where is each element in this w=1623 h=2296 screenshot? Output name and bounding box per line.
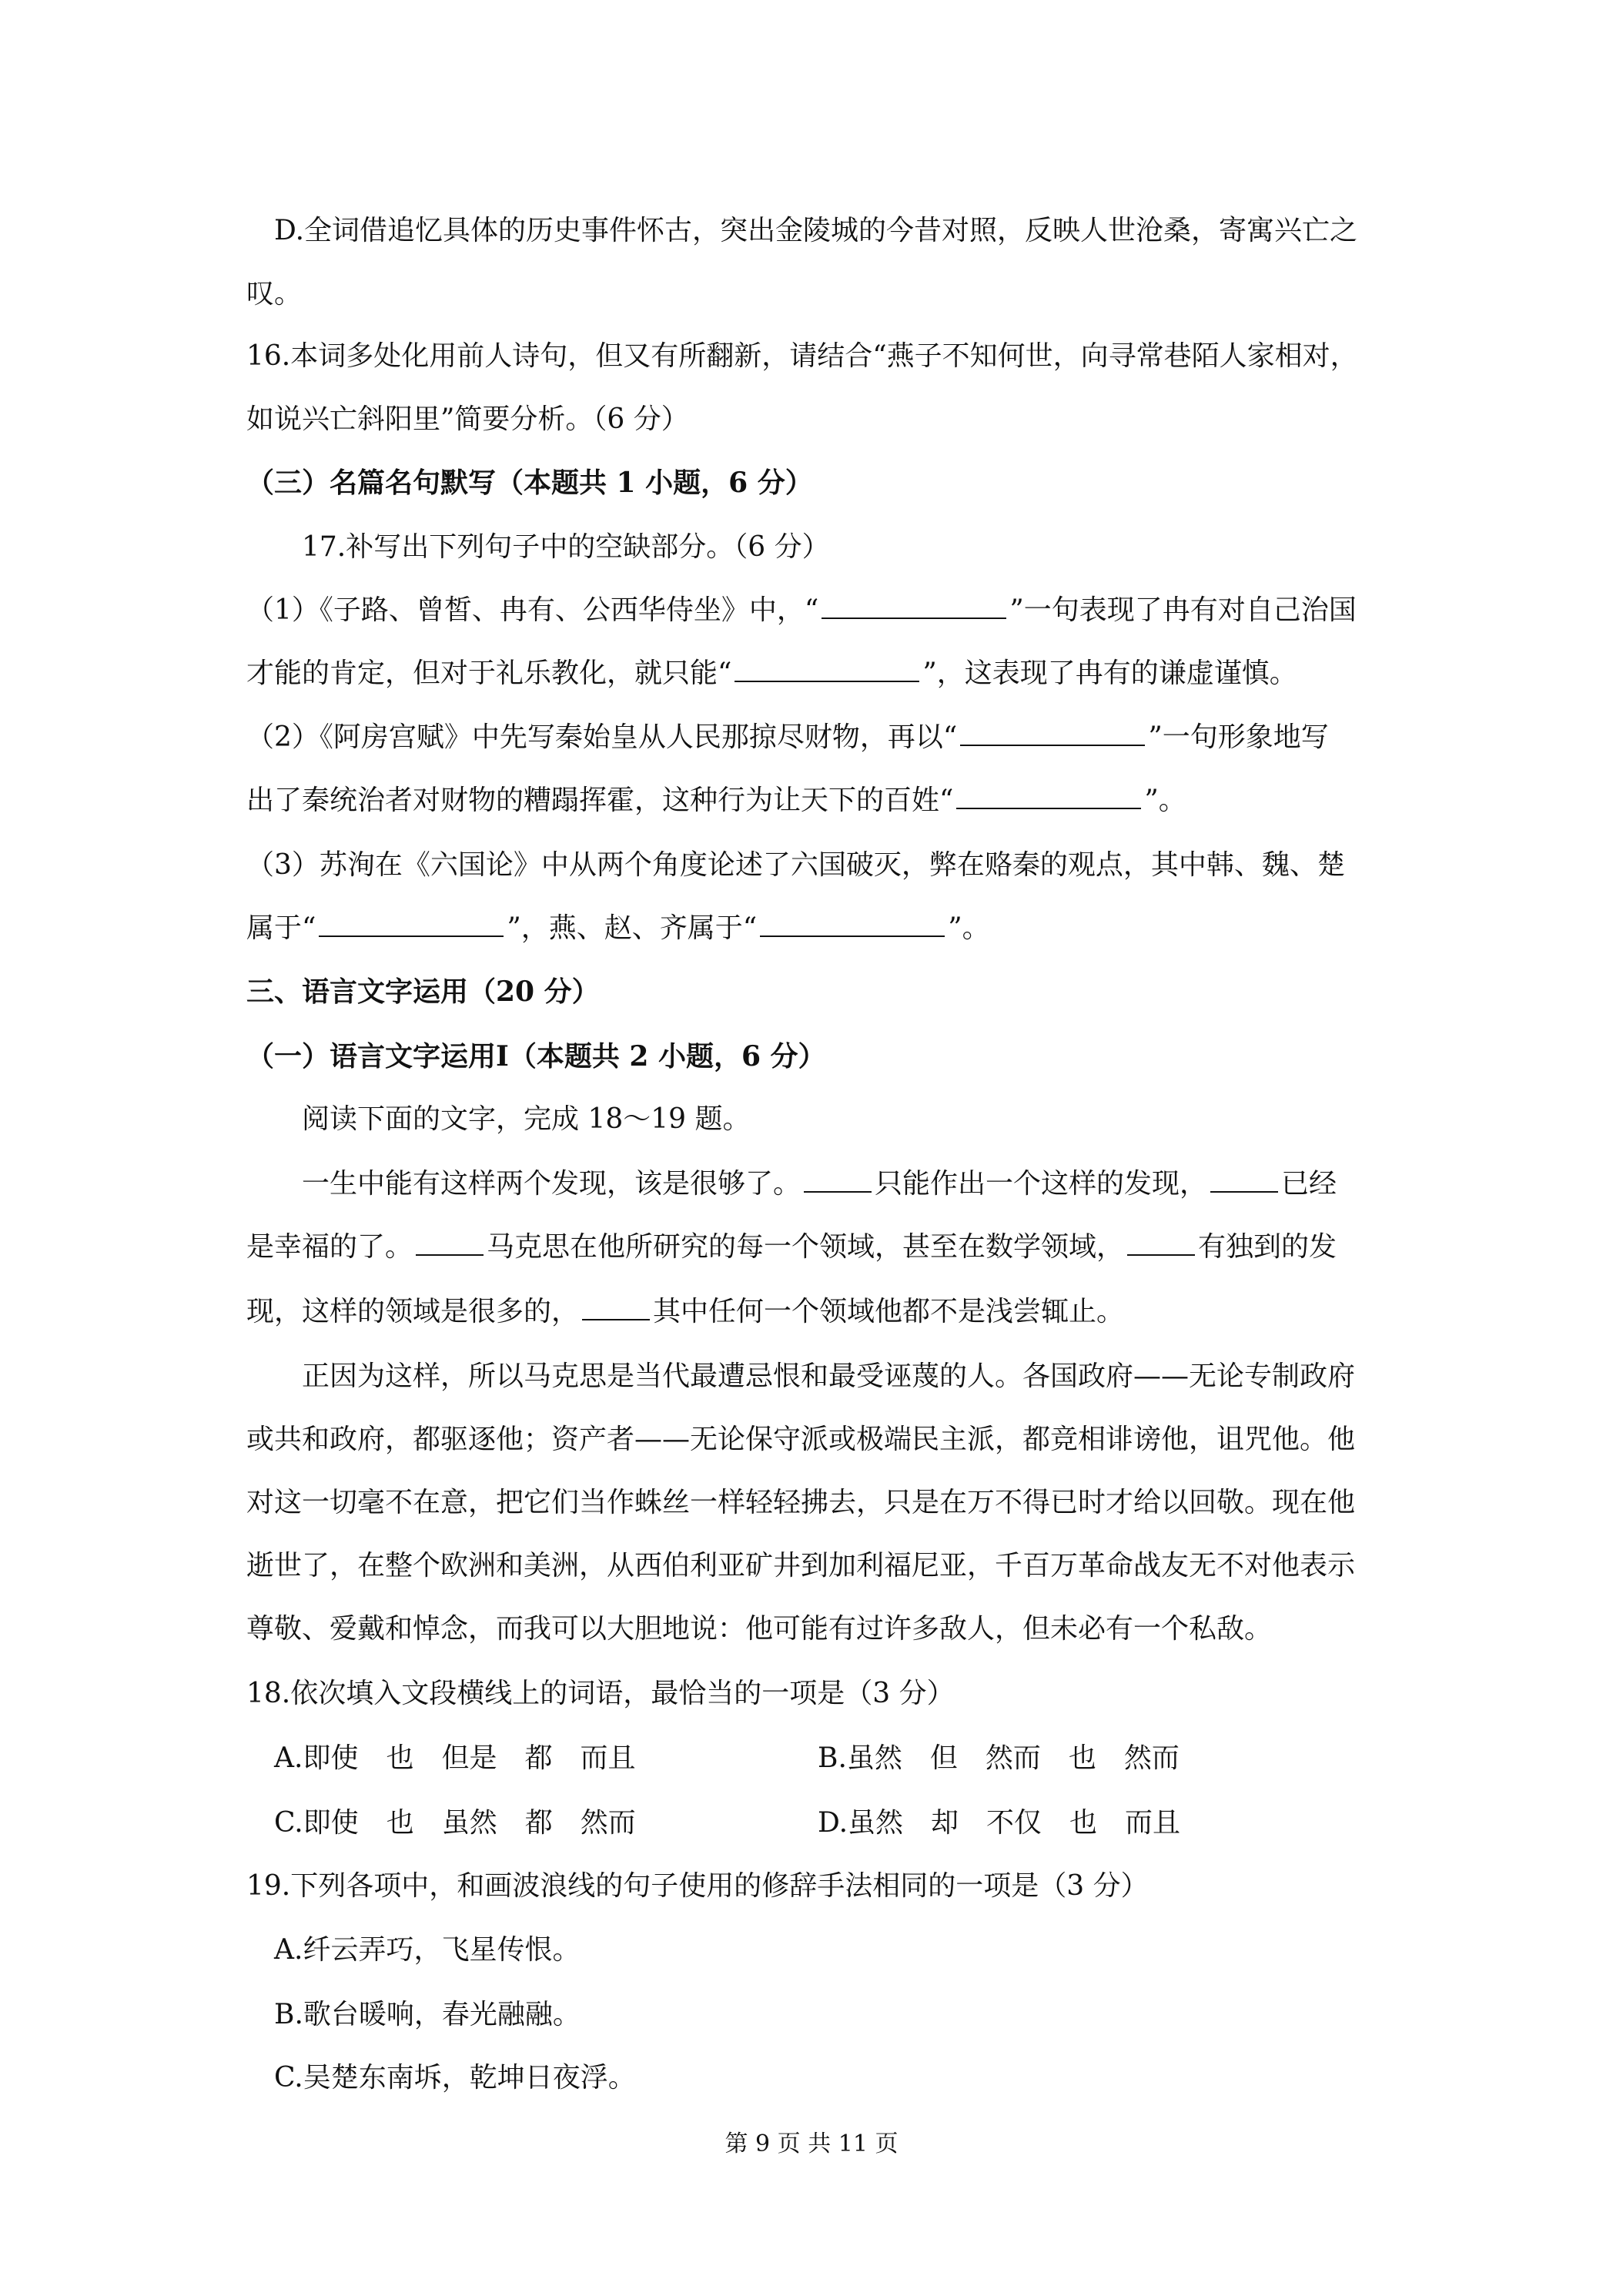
q17-blank-1[interactable] — [822, 594, 1006, 619]
q15-option-d-line1: D.全词借追忆具体的历史事件怀古，突出金陵城的今昔对照，反映人世沧桑，寄寓兴亡之 — [274, 215, 1358, 246]
passage-text: 其中任何一个领域他都不是浅尝辄止。 — [653, 1296, 1125, 1327]
q18-stem: 18.依次填入文段横线上的词语，最恰当的一项是（3 分） — [246, 1678, 955, 1709]
passage-para1-line2 — [246, 1230, 1337, 1265]
passage-text: 马克思在他所研究的每一个领域，甚至在数学领域， — [487, 1231, 1125, 1263]
q15-option-d-line2: 叹。 — [246, 278, 303, 310]
q17-blank-2[interactable] — [735, 658, 919, 682]
passage-text: 是幸福的了。 — [246, 1231, 413, 1263]
passage-para2-line3: 对这一切毫不在意，把它们当作蛛丝一样轻轻拂去，只是在万不得已时才给以回敬。现在他 — [246, 1487, 1356, 1518]
q17-part3-text-c: ”，燕、赵、齐属于“ — [507, 912, 758, 944]
q17-part2-line2 — [246, 783, 1186, 818]
q17-part1-text-a: （1）《子路、曾皙、冉有、公西华侍坐》中，“ — [246, 594, 819, 626]
page-footer: 第 9 页 共 11 页 — [724, 2130, 899, 2157]
passage-blank-1[interactable] — [804, 1168, 872, 1193]
part-3-heading: 三、语言文字运用（20 分） — [246, 976, 600, 1008]
q17-blank-4[interactable] — [956, 785, 1141, 809]
q18-option-d[interactable]: D.虽然 却 不仅 也 而且 — [818, 1807, 1181, 1839]
q16-line2: 如说兴亡斜阳里”简要分析。（6 分） — [246, 403, 689, 435]
q17-blank-3[interactable] — [960, 721, 1145, 746]
q17-part3-line2 — [246, 911, 990, 946]
q17-stem: 17.补写出下列句子中的空缺部分。（6 分） — [302, 531, 830, 563]
q17-part2-text-c: 出了秦统治者对财物的糟蹋挥霍，这种行为让天下的百姓“ — [246, 785, 954, 816]
passage-blank-2[interactable] — [1210, 1168, 1278, 1193]
q17-blank-5[interactable] — [319, 912, 504, 937]
passage-para1-line1 — [302, 1166, 1337, 1202]
passage-text: 有独到的发 — [1198, 1231, 1337, 1263]
part-3-sub-heading: （一）语言文字运用Ⅰ（本题共 2 小题，6 分） — [246, 1040, 826, 1073]
q17-blank-6[interactable] — [760, 912, 945, 937]
q17-part1-line2 — [246, 656, 1297, 691]
reading-instruction: 阅读下面的文字，完成 18～19 题。 — [302, 1103, 751, 1135]
q19-option-b[interactable]: B.歌台暖响，春光融融。 — [274, 1999, 581, 2030]
q19-option-a[interactable]: A.纤云弄巧，飞星传恨。 — [274, 1934, 581, 1966]
passage-text: 现，这样的领域是很多的， — [246, 1296, 580, 1327]
q17-part2-text-b: ”一句形象地写 — [1148, 721, 1329, 753]
passage-text: 已经 — [1281, 1168, 1337, 1200]
q19-stem: 19.下列各项中，和画波浪线的句子使用的修辞手法相同的一项是（3 分） — [246, 1870, 1149, 1902]
passage-para2-line2: 或共和政府，都驱逐他；资产者——无论保守派或极端民主派，都竞相诽谤他，诅咒他。他 — [246, 1424, 1356, 1455]
section-3-heading: （三）名篇名句默写（本题共 1 小题，6 分） — [246, 467, 813, 499]
q18-option-a[interactable]: A.即使 也 但是 都 而且 — [274, 1742, 636, 1774]
q17-part3-line1: （3）苏洵在《六国论》中从两个角度论述了六国破灭，弊在赂秦的观点，其中韩、魏、楚 — [246, 849, 1345, 881]
passage-para2-line1: 正因为这样，所以马克思是当代最遭忌恨和最受诬蔑的人。各国政府——无论专制政府 — [302, 1361, 1356, 1392]
q16-line1: 16.本词多处化用前人诗句，但又有所翻新，请结合“燕子不知何世，向寻常巷陌人家相对， — [246, 340, 1358, 372]
q17-part1-text-d: ”，这表现了冉有的谦虚谨慎。 — [922, 658, 1297, 689]
passage-text: 一生中能有这样两个发现，该是很够了。 — [302, 1168, 801, 1200]
q18-option-c[interactable]: C.即使 也 虽然 都 然而 — [274, 1807, 636, 1839]
q17-part1-line1 — [246, 593, 1357, 628]
q17-part3-text-d: ”。 — [948, 912, 990, 944]
q19-option-c[interactable]: C.吴楚东南坼，乾坤日夜浮。 — [274, 2062, 636, 2094]
passage-blank-5[interactable] — [582, 1296, 650, 1320]
q17-part1-text-b: ”一句表现了冉有对自己治国 — [1009, 594, 1357, 626]
passage-para2-line4: 逝世了，在整个欧洲和美洲，从西伯利亚矿井到加利福尼亚，千百万革命战友无不对他表示 — [246, 1550, 1356, 1581]
passage-para1-line3 — [246, 1294, 1124, 1330]
passage-para2-line5: 尊敬、爱戴和悼念，而我可以大胆地说：他可能有过许多敌人，但未必有一个私敌。 — [246, 1613, 1273, 1645]
passage-text: 只能作出一个这样的发现， — [875, 1168, 1208, 1200]
q17-part2-line1 — [246, 720, 1329, 755]
q17-part2-text-d: ”。 — [1144, 785, 1186, 816]
passage-blank-3[interactable] — [416, 1231, 484, 1256]
q17-part2-text-a: （2）《阿房宫赋》中先写秦始皇从人民那掠尽财物，再以“ — [246, 721, 958, 753]
q17-part3-text-b: 属于“ — [246, 912, 316, 944]
passage-blank-4[interactable] — [1127, 1231, 1195, 1256]
q18-option-b[interactable]: B.虽然 但 然而 也 然而 — [818, 1742, 1180, 1774]
q17-part1-text-c: 才能的肯定，但对于礼乐教化，就只能“ — [246, 658, 732, 689]
